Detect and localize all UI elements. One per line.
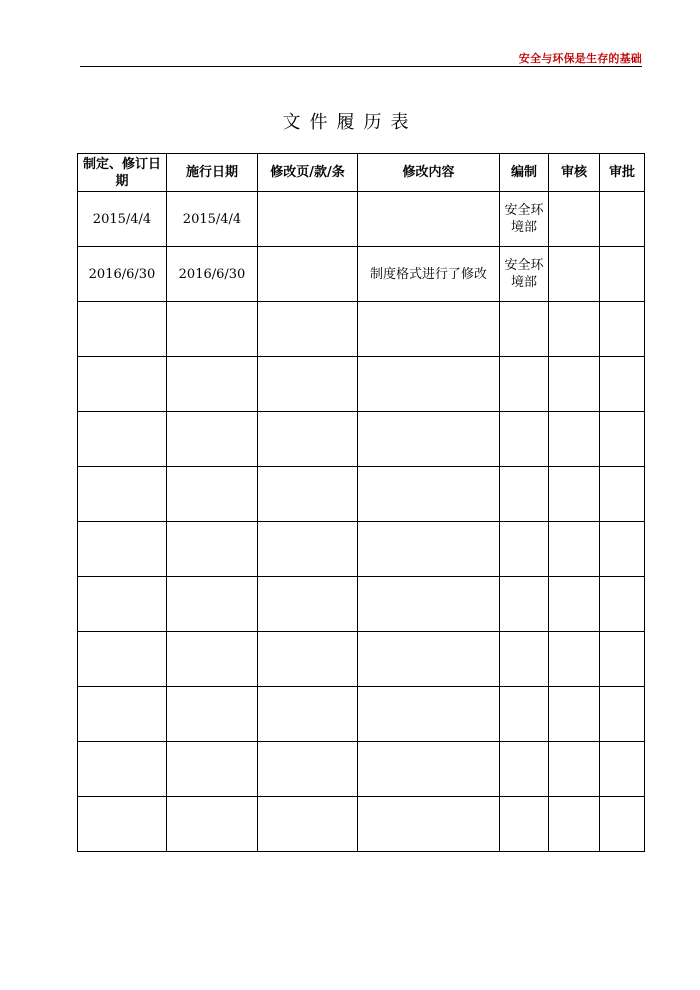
cell-modified-section — [258, 247, 358, 302]
table-row — [78, 577, 645, 632]
cell-revision-date: 2016/6/30 — [78, 247, 167, 302]
column-header-effective-date: 施行日期 — [167, 154, 258, 192]
header-divider — [80, 66, 642, 67]
cell-reviewed-by — [549, 577, 600, 632]
table-row — [78, 742, 645, 797]
cell-effective-date — [167, 797, 258, 852]
cell-approved-by — [600, 742, 645, 797]
cell-revision-date — [78, 357, 167, 412]
cell-reviewed-by — [549, 742, 600, 797]
table-row — [78, 302, 645, 357]
cell-revision-date — [78, 302, 167, 357]
table-row — [78, 247, 645, 302]
header-slogan: 安全与环保是生存的基础 — [518, 52, 642, 65]
table-row — [78, 467, 645, 522]
table-row — [78, 192, 645, 247]
cell-effective-date — [167, 687, 258, 742]
cell-modified-section — [258, 522, 358, 577]
cell-reviewed-by — [549, 687, 600, 742]
cell-prepared-by — [500, 742, 549, 797]
cell-reviewed-by — [549, 247, 600, 302]
cell-prepared-by — [500, 632, 549, 687]
cell-effective-date — [167, 522, 258, 577]
cell-effective-date — [167, 302, 258, 357]
cell-revision-date — [78, 577, 167, 632]
cell-approved-by — [600, 467, 645, 522]
cell-approved-by — [600, 357, 645, 412]
cell-modified-section — [258, 467, 358, 522]
cell-modification-content — [358, 467, 500, 522]
cell-reviewed-by — [549, 302, 600, 357]
cell-modified-section — [258, 742, 358, 797]
cell-modified-section — [258, 797, 358, 852]
cell-modified-section — [258, 357, 358, 412]
cell-revision-date — [78, 687, 167, 742]
cell-modification-content — [358, 192, 500, 247]
cell-revision-date — [78, 632, 167, 687]
cell-approved-by — [600, 192, 645, 247]
cell-prepared-by — [500, 467, 549, 522]
cell-reviewed-by — [549, 412, 600, 467]
cell-reviewed-by — [549, 522, 600, 577]
cell-effective-date: 2015/4/4 — [167, 192, 258, 247]
cell-approved-by — [600, 522, 645, 577]
column-header-revision-date: 制定、修订日期 — [78, 154, 167, 192]
cell-modification-content — [358, 412, 500, 467]
cell-prepared-by: 安全环境部 — [500, 247, 549, 302]
cell-prepared-by — [500, 412, 549, 467]
cell-modification-content — [358, 522, 500, 577]
cell-effective-date — [167, 632, 258, 687]
cell-prepared-by — [500, 577, 549, 632]
column-header-approved-by: 审批 — [600, 154, 645, 192]
cell-effective-date: 2016/6/30 — [167, 247, 258, 302]
column-header-modified-section: 修改页/款/条 — [258, 154, 358, 192]
cell-effective-date — [167, 577, 258, 632]
revision-history-table — [77, 153, 645, 852]
cell-modification-content — [358, 357, 500, 412]
table-row — [78, 522, 645, 577]
cell-modification-content — [358, 302, 500, 357]
cell-revision-date: 2015/4/4 — [78, 192, 167, 247]
cell-approved-by — [600, 687, 645, 742]
cell-modification-content — [358, 742, 500, 797]
cell-prepared-by: 安全环境部 — [500, 192, 549, 247]
table-row — [78, 687, 645, 742]
cell-modification-content — [358, 797, 500, 852]
cell-modification-content — [358, 577, 500, 632]
cell-approved-by — [600, 577, 645, 632]
table-row — [78, 412, 645, 467]
cell-reviewed-by — [549, 467, 600, 522]
cell-modified-section — [258, 412, 358, 467]
cell-prepared-by — [500, 357, 549, 412]
cell-modified-section — [258, 687, 358, 742]
cell-modified-section — [258, 302, 358, 357]
cell-prepared-by — [500, 522, 549, 577]
cell-approved-by — [600, 412, 645, 467]
table-row — [78, 357, 645, 412]
cell-reviewed-by — [549, 192, 600, 247]
cell-effective-date — [167, 742, 258, 797]
cell-effective-date — [167, 412, 258, 467]
column-header-reviewed-by: 审核 — [549, 154, 600, 192]
column-header-modification-content: 修改内容 — [358, 154, 500, 192]
cell-revision-date — [78, 742, 167, 797]
cell-approved-by — [600, 797, 645, 852]
cell-reviewed-by — [549, 632, 600, 687]
document-title: 文件履历表 — [282, 112, 418, 133]
cell-revision-date — [78, 412, 167, 467]
table-row — [78, 632, 645, 687]
cell-effective-date — [167, 467, 258, 522]
cell-prepared-by — [500, 302, 549, 357]
table-header-row — [78, 154, 645, 192]
cell-effective-date — [167, 357, 258, 412]
cell-approved-by — [600, 302, 645, 357]
cell-approved-by — [600, 632, 645, 687]
column-header-prepared-by: 编制 — [500, 154, 549, 192]
table-row — [78, 797, 645, 852]
cell-modification-content: 制度格式进行了修改 — [358, 247, 500, 302]
cell-modification-content — [358, 687, 500, 742]
cell-approved-by — [600, 247, 645, 302]
cell-prepared-by — [500, 797, 549, 852]
cell-modification-content — [358, 632, 500, 687]
cell-revision-date — [78, 467, 167, 522]
cell-revision-date — [78, 522, 167, 577]
cell-reviewed-by — [549, 357, 600, 412]
cell-revision-date — [78, 797, 167, 852]
cell-reviewed-by — [549, 797, 600, 852]
cell-modified-section — [258, 577, 358, 632]
cell-prepared-by — [500, 687, 549, 742]
cell-modified-section — [258, 192, 358, 247]
cell-modified-section — [258, 632, 358, 687]
